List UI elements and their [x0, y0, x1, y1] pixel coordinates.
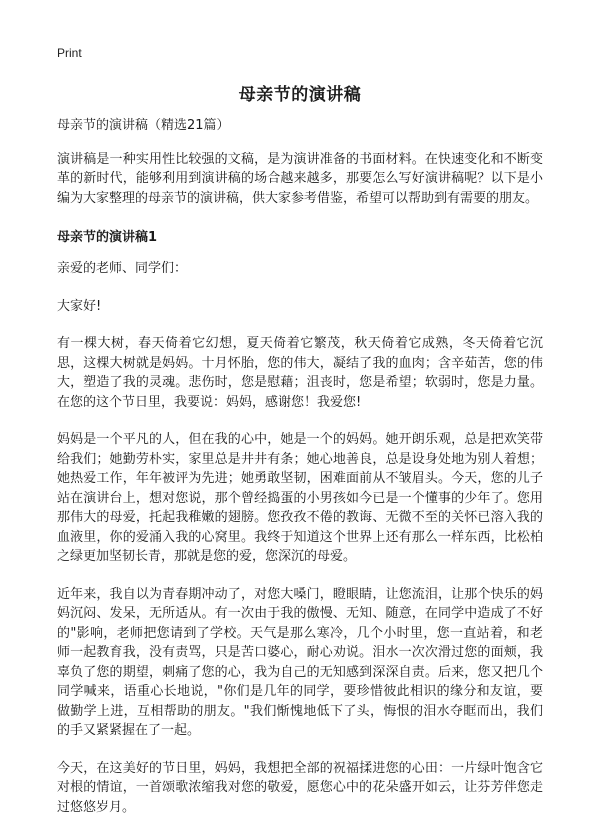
intro-paragraph: 演讲稿是一种实用性比较强的文稿，是为演讲准备的书面材料。在快速变化和不断变革的新时代，能够利用到演讲稿的场合越来越多，那要怎么写好演讲稿呢？以下是小编为大家整理的母亲节的演讲稿，供大家参考借鉴，希望可以帮助到有需要的朋友。 [57, 151, 543, 206]
document-subtitle: 母亲节的演讲稿（精选21篇） [57, 118, 230, 133]
print-link[interactable]: Print [57, 46, 82, 60]
body-paragraph: 有一棵大树，春天倚着它幻想，夏天倚着它繁茂，秋天倚着它成熟，冬天倚着它沉思，这棵大树就是妈妈。十月怀胎，您的伟大，凝结了我的血肉；含辛茹苦，您的伟大，塑造了我的灵魂。悲伤时，您是慰藉；沮丧时，您是希望；软弱时，您是力量。在您的这个节日里，我要说：妈妈，感谢您！我爱您! [57, 336, 543, 410]
salutation-paragraph: 亲爱的老师、同学们： [57, 261, 188, 276]
body-paragraph: 今天，在这美好的节日里，妈妈，我想把全部的祝福揉进您的心田：一片绿叶饱含它对根的情谊，一首颂歌浓缩我对您的敬爱，愿您心中的花朵盛开如云，让芬芳伴您走过悠悠岁月。 [57, 760, 543, 815]
document-body [57, 116, 543, 835]
greeting-paragraph: 大家好! [57, 298, 102, 314]
body-paragraph: 近年来，我自以为青春期冲动了，对您大嗓门，瞪眼睛，让您流泪，让那个快乐的妈妈沉闷、发呆，无所适从。有一次由于我的傲慢、无知、随意，在同学中造成了不好的"影响，老师把您请到了学校。天气是那么寒冷，几个小时里，您一直站着，和老师一起教育我，没有责骂，只是苦口婆心，耐心劝说。泪水一次次滑过您的面颊，我辜负了您的期望，刺痛了您的心，我为自己的无知感到深深自责。后来，您又把几个同学喊来，语重心长地说，"你们是几年的同学，要珍惜彼此相识的缘分和友谊，要做勤学上进，互相帮助的朋友。"我们惭愧地低下了头，悔恨的泪水夺眶而出，我们的手又紧紧握在了一起。 [57, 586, 543, 738]
section-heading: 母亲节的演讲稿1 [57, 230, 158, 245]
body-paragraph: 妈妈是一个平凡的人，但在我的心中，她是一个的妈妈。她开朗乐观，总是把欢笑带给我们；她勤劳朴实，家里总是井井有条；她心地善良，总是设身处地为别人着想；她热爱工作，年年被评为先进；她勇敢坚韧，困难面前从不皱眉头。今天，您的儿子站在演讲台上，想对您说，那个曾经捣蛋的小男孩如今已是一个懂事的少年了。您用那伟大的母爱，托起我稚嫩的翅膀。您孜孜不倦的教诲、无微不至的关怀已溶入我的血液里，你的爱涌入我的心窝里。我终于知道这个世界上还有那么一样东西，比松柏之绿更加坚韧长青，那就是您的爱，您深沉的母爱。 [57, 432, 543, 564]
page-title: 母亲节的演讲稿 [238, 85, 362, 105]
